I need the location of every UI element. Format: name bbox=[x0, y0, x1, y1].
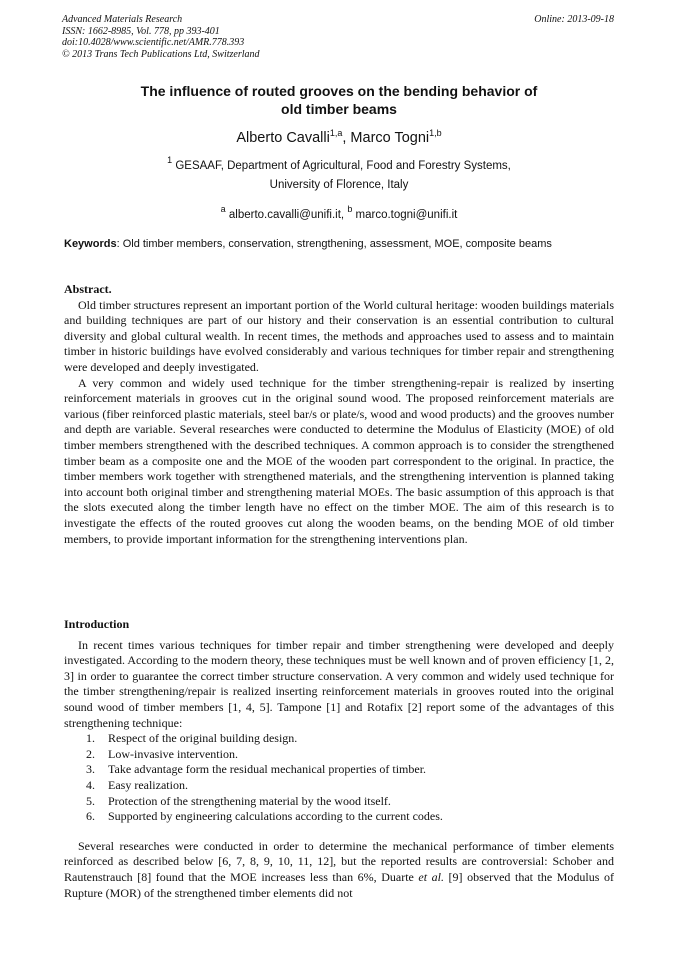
list-text: Take advantage form the residual mechanical properties of timber. bbox=[108, 762, 427, 777]
list-item bbox=[64, 762, 614, 778]
advantages-list bbox=[64, 731, 614, 825]
title-line-1: The influence of routed grooves on the bending behavior of bbox=[140, 83, 538, 99]
list-number: 2. bbox=[86, 746, 95, 761]
introduction-paragraph-1: In recent times various techniques for timber repair and timber strengthening were developed and deeply investigated. According to the modern theory, these techniques must be well known and of proven efficiency [1, 2, 3] in order to guarantee the correct timber structure conservation. A very common and widely used technique for the timber strengthening/repair is realized inserting reinforcement materials in grooves routed into the original sound wood of timber members [1, 4, 5]. Tampone [1] and Rotafix [2] report some of the advantages of this strengthening technique: bbox=[64, 637, 614, 730]
email-a: alberto.cavalli@unifi.it, bbox=[228, 209, 345, 221]
keywords-text: : Old timber members, conservation, strengthening, assessment, MOE, composite beams bbox=[116, 238, 552, 250]
copyright: © 2013 Trans Tech Publications Ltd, Switzerland bbox=[62, 48, 260, 60]
keywords-label: Keywords bbox=[64, 238, 117, 250]
author-1-sup: 1,a bbox=[329, 128, 343, 138]
abstract-section bbox=[64, 282, 614, 547]
paragraph-2-end: [9] observed that the Modulus of Rupture (MOR) of the strengthened timber elements did not bbox=[64, 869, 614, 900]
email-line bbox=[64, 202, 614, 222]
author-2-sup: 1,b bbox=[429, 128, 442, 138]
journal-header bbox=[62, 14, 260, 60]
affiliation-num: 1 bbox=[167, 155, 173, 165]
abstract-heading: Abstract. bbox=[64, 282, 112, 296]
keywords bbox=[64, 238, 614, 252]
title-line-2: old timber beams bbox=[281, 101, 397, 117]
introduction-section bbox=[64, 617, 614, 901]
list-item bbox=[64, 778, 614, 794]
email-a-sup: a bbox=[220, 204, 226, 214]
abstract-paragraph-2: A very common and widely used technique for the timber strengthening-repair is realized by inserting reinforcement materials in grooves cut in the original sound wood. The proposed reinforcement materials are various (fiber reinforced plastic materials, steel bar/s or plate/s, wood and wood products) and the grooves number and depth are variable. Several researches were conducted to determine the Modulus of Elasticity (MOE) of old timber members strengthened with the described techniques. A common approach is to consider the strengthened timber beam as a composite one and the MOE of the wooden part correspondent to the original. In practice, the timber members work together with strengthened materials, and the strengthening intervention is planned taking into account both original timber and strengthening material MOEs. The basic assumption of this approach is that the slots executed along the timber length have no effect on the timber MOE. The aim of this research is to investigate the effects of the routed grooves cut along the wooden beams, on the bending MOE of old timber members, to provide important information for the strengthening interventions plan. bbox=[64, 375, 614, 546]
list-text: Low-invasive intervention. bbox=[108, 746, 238, 761]
et-al: et al. bbox=[418, 869, 444, 884]
list-item bbox=[64, 747, 614, 763]
paragraph-2-start: Several researches were conducted in order to determine the mechanical performance of timber elements reinforced as described below [6, 7, 8, 9, 10, 11, 12], but the reported results are controversial: Schober and Rautenstrauch [8] found that the MOE increases less than 6%, Duarte bbox=[64, 838, 614, 884]
paper-title bbox=[64, 82, 614, 118]
list-text: Supported by engineering calculations according to the current codes. bbox=[108, 809, 443, 824]
affiliation-dept: GESAAF, Department of Agricultural, Food and Forestry Systems, bbox=[175, 160, 511, 172]
affiliation-line-1 bbox=[64, 153, 614, 173]
list-number: 3. bbox=[86, 762, 95, 777]
email-b: marco.togni@unifi.it bbox=[355, 209, 458, 221]
issn: ISSN: 1662-8985, Vol. 778, pp 393-401 bbox=[62, 25, 220, 37]
affiliation-line-2: University of Florence, Italy bbox=[269, 179, 409, 191]
online-date: Online: 2013-09-18 bbox=[534, 14, 614, 25]
list-number: 1. bbox=[86, 731, 95, 746]
list-item bbox=[64, 731, 614, 747]
list-text: Protection of the strengthening material by the wood itself. bbox=[108, 793, 391, 808]
abstract-paragraph-1: Old timber structures represent an important portion of the World cultural heritage: wooden buildings materials and building techniques are part of our history and their conservation is an essential contribution to cultural diversity and global cultural wealth. In recent times, the methods and approaches used to assess and to maintain timber in historic buildings have evolved considerably and various techniques for timber repair and strengthening were developed and deeply investigated. bbox=[64, 297, 614, 374]
doi: doi:10.4028/www.scientific.net/AMR.778.393 bbox=[62, 37, 245, 48]
list-text: Respect of the original building design. bbox=[108, 731, 298, 746]
introduction-heading: Introduction bbox=[64, 617, 130, 631]
list-number: 6. bbox=[86, 809, 95, 824]
list-item bbox=[64, 794, 614, 810]
author-2: Marco Togni bbox=[350, 130, 430, 146]
author-1: Alberto Cavalli bbox=[236, 130, 330, 146]
list-text: Easy realization. bbox=[108, 777, 188, 792]
list-number: 4. bbox=[86, 777, 95, 792]
list-number: 5. bbox=[86, 793, 95, 808]
author-line bbox=[64, 124, 614, 147]
list-item bbox=[64, 809, 614, 825]
email-b-sup: b bbox=[347, 204, 353, 214]
journal-name: Advanced Materials Research bbox=[62, 14, 183, 25]
introduction-paragraph-2 bbox=[64, 839, 614, 901]
author-separator: , bbox=[342, 130, 351, 146]
